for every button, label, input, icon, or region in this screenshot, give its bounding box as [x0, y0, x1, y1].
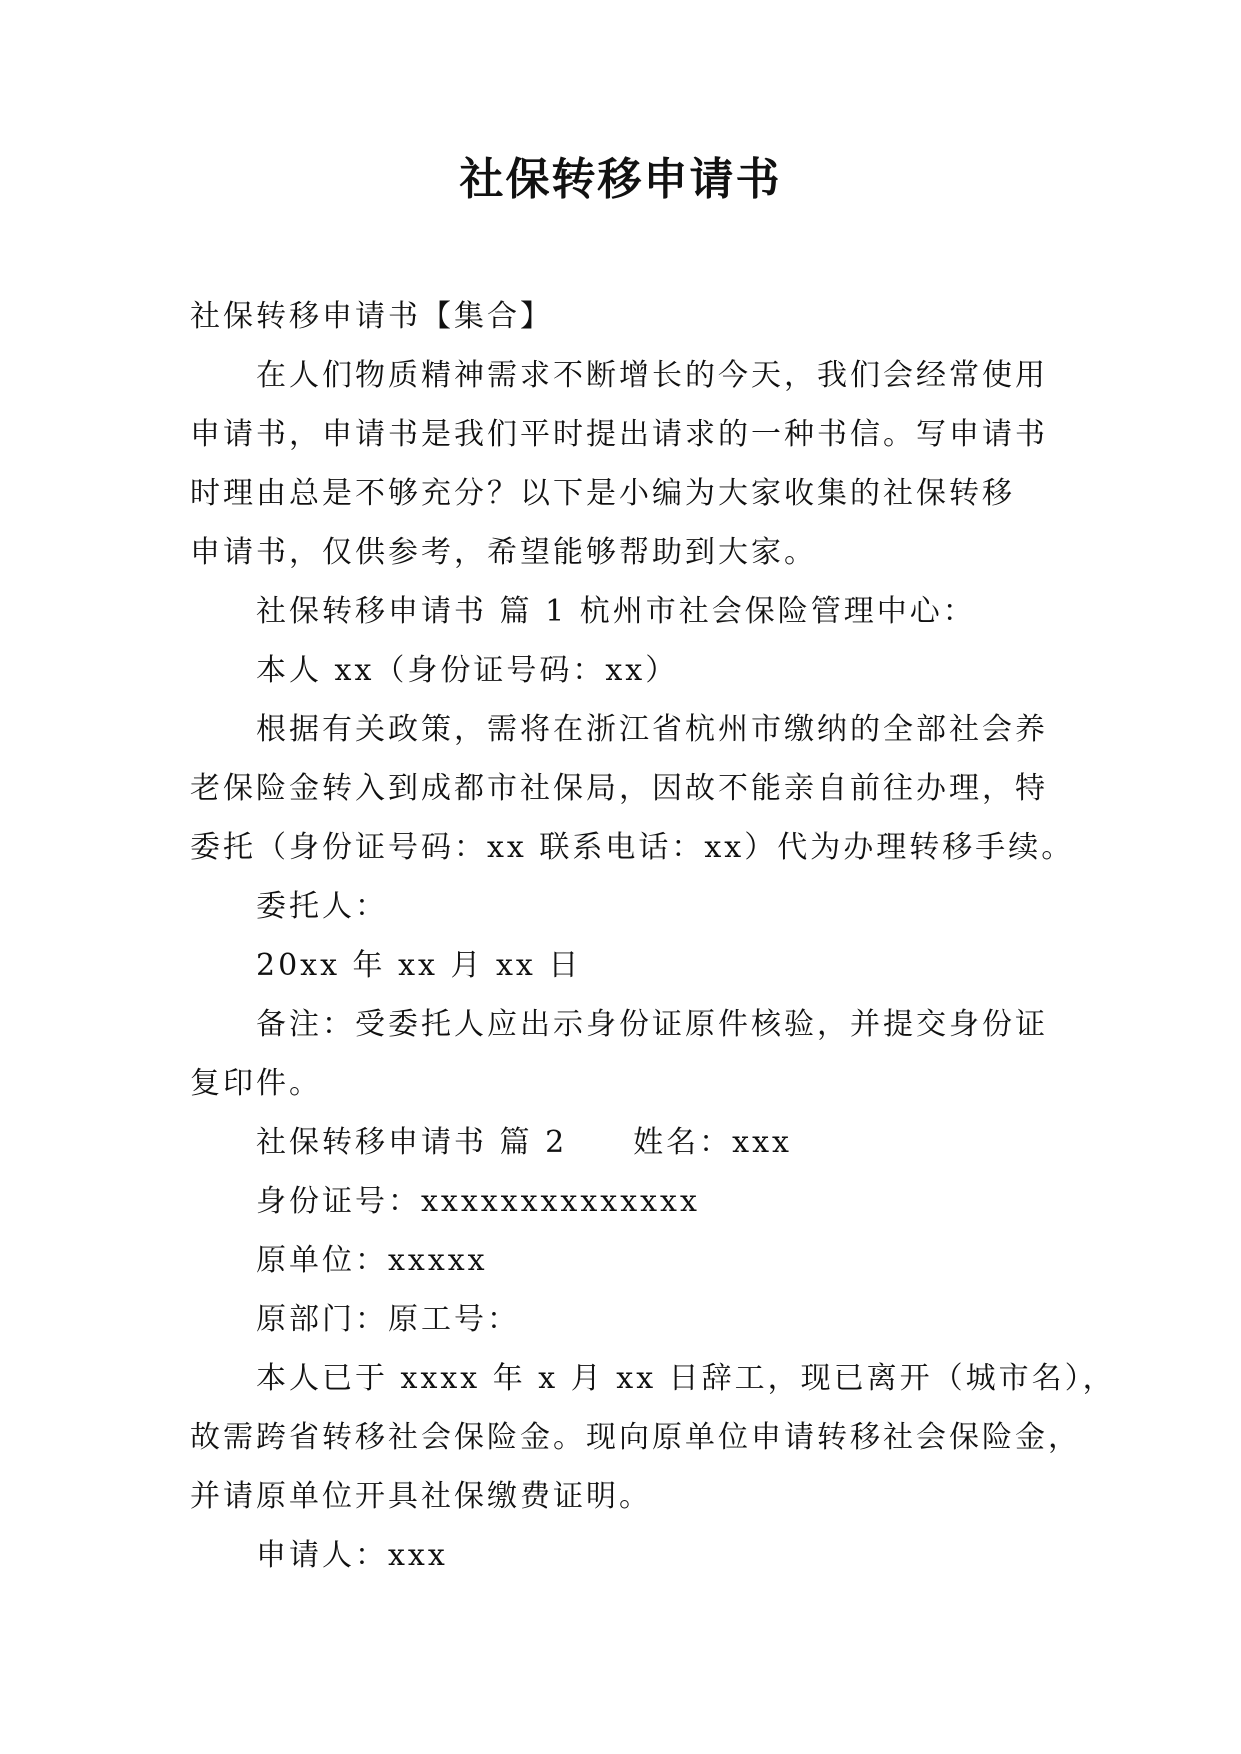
body-paragraph-line: 本人已于 xxxx 年 x 月 xx 日辞工，现已离开（城市名），	[256, 1361, 1116, 1396]
document-title: 社保转移申请书	[459, 154, 782, 205]
note-line: 复印件。	[190, 1066, 322, 1101]
body-paragraph-line: 故需跨省转移社会保险金。现向原单位申请转移社会保险金，	[190, 1420, 1081, 1455]
body-paragraph-line: 委托（身份证号码：xx 联系电话：xx）代为办理转移手续。	[190, 830, 1075, 865]
document-body	[190, 287, 1116, 1585]
applicant-id-line: 本人 xx（身份证号码：xx）	[256, 653, 679, 688]
section-2-heading: 社保转移申请书 篇 2 姓名：xxx	[256, 1125, 792, 1160]
note-line: 备注：受委托人应出示身份证原件核验，并提交身份证	[256, 1007, 1048, 1042]
section-1-heading: 社保转移申请书 篇 1 杭州市社会保险管理中心：	[256, 594, 976, 629]
original-unit-line: 原单位：xxxxx	[256, 1243, 488, 1278]
intro-paragraph-line: 在人们物质精神需求不断增长的今天，我们会经常使用	[256, 358, 1048, 393]
collection-heading: 社保转移申请书【集合】	[190, 299, 553, 334]
applicant-signature-line: 申请人：xxx	[256, 1538, 448, 1573]
original-department-line: 原部门：原工号：	[256, 1302, 520, 1337]
date-line: 20xx 年 xx 月 xx 日	[256, 948, 582, 983]
intro-paragraph-line: 申请书，申请书是我们平时提出请求的一种书信。写申请书	[190, 417, 1048, 452]
intro-paragraph-line: 申请书，仅供参考，希望能够帮助到大家。	[190, 535, 817, 570]
id-number-line: 身份证号：xxxxxxxxxxxxxx	[256, 1184, 700, 1219]
body-paragraph-line: 并请原单位开具社保缴费证明。	[190, 1479, 652, 1514]
delegator-label: 委托人：	[256, 889, 388, 924]
body-paragraph-line: 根据有关政策，需将在浙江省杭州市缴纳的全部社会养	[256, 712, 1048, 747]
body-paragraph-line: 老保险金转入到成都市社保局，因故不能亲自前往办理，特	[190, 771, 1048, 806]
intro-paragraph-line: 时理由总是不够充分？以下是小编为大家收集的社保转移	[190, 476, 1015, 511]
